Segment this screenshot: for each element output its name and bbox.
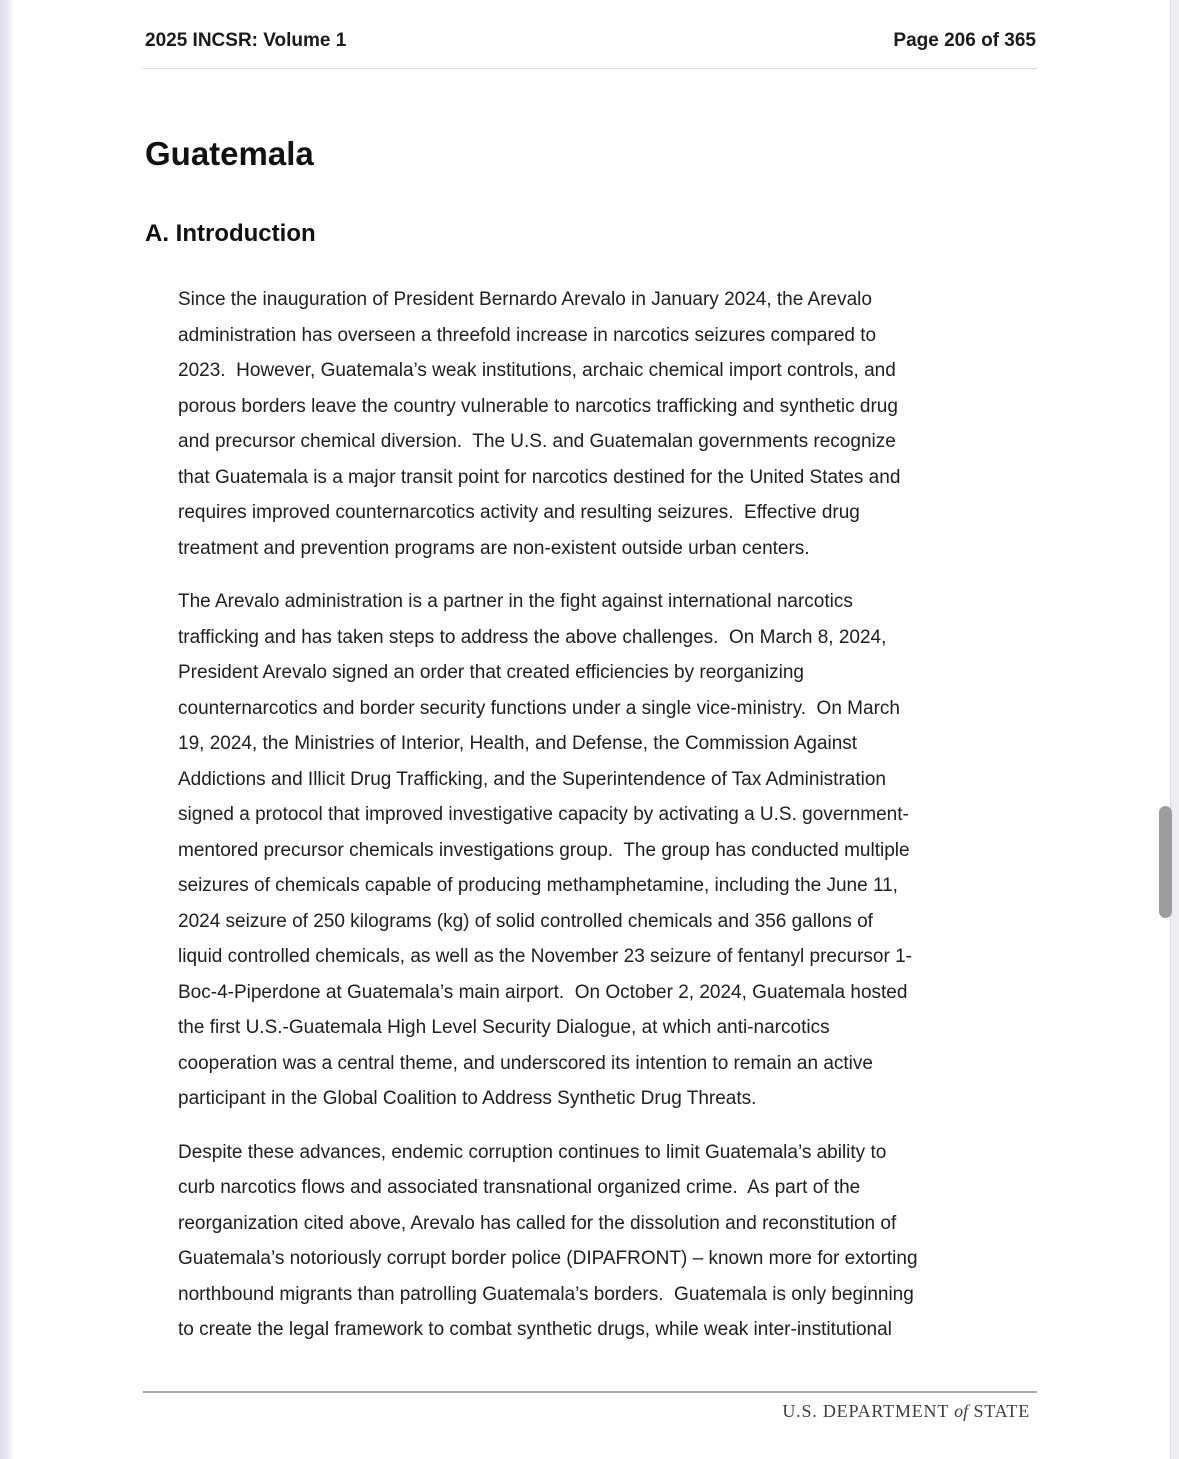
paragraph-line: treatment and prevention programs are non-existent outside urban centers.: [178, 537, 810, 559]
paragraph-line: Boc-4-Piperdone at Guatemala’s main airport. On October 2, 2024, Guatemala hosted: [178, 981, 908, 1003]
footer-brand: [782, 1401, 1030, 1422]
paragraph-line: 2024 seizure of 250 kilograms (kg) of solid controlled chemicals and 356 gallons of: [178, 910, 873, 932]
paragraph-line: President Arevalo signed an order that created efficiencies by reorganizing: [178, 662, 804, 683]
paragraph-line: that Guatemala is a major transit point for narcotics destined for the United States and: [178, 466, 901, 488]
paragraph-line: Despite these advances, endemic corruption continues to limit Guatemala’s ability to: [178, 1141, 887, 1163]
paragraph-line: porous borders leave the country vulnerable to narcotics trafficking and synthetic drug: [178, 395, 898, 417]
paragraph-line: to create the legal framework to combat synthetic drugs, while weak inter-institutional: [178, 1319, 892, 1340]
paragraph-line: signed a protocol that improved investigative capacity by activating a U.S. government-: [178, 804, 909, 825]
paragraph-line: the first U.S.-Guatemala High Level Security Dialogue, at which anti-narcotics: [178, 1017, 830, 1038]
paragraph-line: counternarcotics and border security functions under a single vice-ministry. On March: [178, 697, 900, 719]
paragraph-line: Addictions and Illicit Drug Trafficking, and the Superintendence of Tax Administration: [178, 768, 886, 790]
footer-divider: [143, 1391, 1037, 1393]
page-left-edge-shadow: [0, 0, 14, 1459]
paragraph-line: Since the inauguration of President Bernardo Arevalo in January 2024, the Arevalo: [178, 289, 872, 310]
paragraph-line: cooperation was a central theme, and underscored its intention to remain an active: [178, 1052, 873, 1074]
paragraph-line: The Arevalo administration is a partner in the fight against international narcotics: [178, 591, 853, 612]
section-heading-introduction: A. Introduction: [145, 220, 316, 247]
paragraph-line: 2023. However, Guatemala’s weak institutions, archaic chemical import controls, and: [178, 360, 896, 381]
paragraph-line: liquid controlled chemicals, as well as the November 23 seizure of fentanyl precursor 1-: [178, 946, 912, 967]
paragraph-line: mentored precursor chemicals investigations group. The group has conducted multiple: [178, 839, 910, 861]
paragraph-line: and precursor chemical diversion. The U.S. and Guatemalan governments recognize: [178, 431, 896, 452]
page-number-indicator: Page 206 of 365: [893, 30, 1036, 51]
header-divider: [143, 68, 1037, 69]
paragraph-line: participant in the Global Coalition to Address Synthetic Drug Threats.: [178, 1088, 757, 1109]
paragraph-line: curb narcotics flows and associated transnational organized crime. As part of the: [178, 1177, 861, 1198]
paragraph: [178, 584, 1040, 1117]
paragraph-line: Guatemala’s notoriously corrupt border police (DIPAFRONT) – known more for extorting: [178, 1248, 918, 1269]
paragraph-line: northbound migrants than patrolling Guatemala’s borders. Guatemala is only beginning: [178, 1283, 914, 1305]
paragraph-line: reorganization cited above, Arevalo has called for the dissolution and reconstitution of: [178, 1212, 897, 1234]
paragraph-line: seizures of chemicals capable of producing methamphetamine, including the June 11,: [178, 875, 898, 896]
paragraph-line: requires improved counternarcotics activity and resulting seizures. Effective drug: [178, 502, 860, 523]
paragraph: [178, 282, 1040, 566]
footer-brand-of: of: [954, 1401, 969, 1421]
footer-brand-suffix: STATE: [968, 1401, 1030, 1421]
scrollbar-track[interactable]: [1170, 0, 1179, 1459]
paragraphs: [178, 282, 1040, 1366]
footer-brand-prefix: U.S. DEPARTMENT: [782, 1401, 955, 1421]
paragraph-line: 19, 2024, the Ministries of Interior, Health, and Defense, the Commission Against: [178, 733, 858, 754]
paragraph: [178, 1135, 1040, 1348]
scrollbar-thumb[interactable]: [1159, 806, 1172, 918]
paragraph-line: trafficking and has taken steps to address the above challenges. On March 8, 2024,: [178, 626, 887, 648]
page-title: Guatemala: [145, 135, 314, 172]
document-header-title: 2025 INCSR: Volume 1: [145, 30, 347, 51]
paragraph-line: administration has overseen a threefold increase in narcotics seizures compared to: [178, 324, 877, 346]
